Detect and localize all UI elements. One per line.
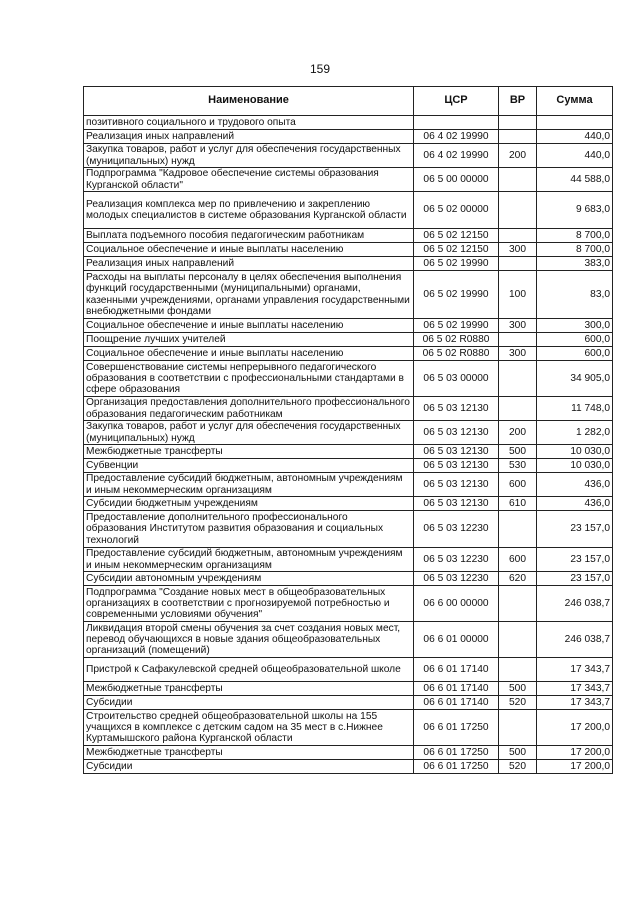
row-name: Совершенствование системы непрерывного педагогического образования в соответствии с профессиональными стандартами в сфере образования: [84, 361, 414, 397]
table-row: [84, 497, 613, 511]
row-csr: 06 5 02 R0880: [414, 333, 499, 347]
row-name: Субвенции: [84, 459, 414, 473]
row-name: Субсидии бюджетным учреждениям: [84, 497, 414, 511]
row-vr: 600: [499, 473, 537, 497]
row-vr: [499, 658, 537, 682]
row-name: Социальное обеспечение и иные выплаты населению: [84, 319, 414, 333]
row-vr: 520: [499, 760, 537, 774]
row-vr: [499, 130, 537, 144]
row-vr: [499, 511, 537, 548]
row-sum: 436,0: [537, 473, 613, 497]
row-vr: 620: [499, 572, 537, 586]
table-row: [84, 229, 613, 243]
table-row: [84, 760, 613, 774]
row-vr: 500: [499, 445, 537, 459]
row-csr: 06 5 03 12130: [414, 445, 499, 459]
row-sum: 44 588,0: [537, 168, 613, 192]
row-csr: 06 5 03 12130: [414, 473, 499, 497]
row-name: Предоставление субсидий бюджетным, автономным учреждениям и иным некоммерческим организациям: [84, 473, 414, 497]
row-vr: [499, 586, 537, 622]
row-name: позитивного социального и трудового опыта: [84, 116, 414, 130]
row-vr: [499, 192, 537, 229]
page-number: 159: [309, 62, 331, 76]
row-sum: 17 200,0: [537, 710, 613, 746]
table-row: [84, 658, 613, 682]
row-name: Субсидии: [84, 760, 414, 774]
row-vr: 500: [499, 746, 537, 760]
table-row: [84, 130, 613, 144]
row-vr: 100: [499, 271, 537, 319]
row-csr: 06 5 03 12230: [414, 548, 499, 572]
row-sum: 11 748,0: [537, 397, 613, 421]
row-csr: 06 5 03 12230: [414, 511, 499, 548]
row-sum: 10 030,0: [537, 445, 613, 459]
table-row: [84, 445, 613, 459]
table-row: [84, 473, 613, 497]
row-csr: 06 5 03 00000: [414, 361, 499, 397]
row-csr: [414, 116, 499, 130]
row-vr: [499, 361, 537, 397]
row-sum: 300,0: [537, 319, 613, 333]
row-vr: [499, 116, 537, 130]
row-name: Строительство средней общеобразовательной школы на 155 учащихся в комплексе с детским садом на 35 мест в с.Нижнее Куртамышского района Курганской области: [84, 710, 414, 746]
table-row: [84, 421, 613, 445]
row-csr: 06 5 02 R0880: [414, 347, 499, 361]
row-csr: 06 6 01 00000: [414, 622, 499, 658]
row-vr: [499, 397, 537, 421]
row-sum: 600,0: [537, 333, 613, 347]
table-row: [84, 397, 613, 421]
row-sum: 23 157,0: [537, 572, 613, 586]
header-vr: ВР: [499, 87, 537, 116]
row-sum: 8 700,0: [537, 229, 613, 243]
row-vr: [499, 710, 537, 746]
row-name: Межбюджетные трансферты: [84, 445, 414, 459]
row-vr: [499, 622, 537, 658]
row-name: Пристрой к Сафакулевской средней общеобразовательной школе: [84, 658, 414, 682]
header-name: Наименование: [84, 87, 414, 116]
row-sum: 17 343,7: [537, 658, 613, 682]
row-sum: 440,0: [537, 144, 613, 168]
row-csr: 06 6 01 17140: [414, 658, 499, 682]
row-vr: 520: [499, 696, 537, 710]
row-name: Предоставление дополнительного профессионального образования Институтом развития образования и социальных технологий: [84, 511, 414, 548]
row-vr: [499, 168, 537, 192]
row-csr: 06 5 03 12130: [414, 459, 499, 473]
row-vr: 500: [499, 682, 537, 696]
row-csr: 06 5 02 19990: [414, 271, 499, 319]
table-row: [84, 243, 613, 257]
row-sum: 83,0: [537, 271, 613, 319]
row-sum: 440,0: [537, 130, 613, 144]
row-name: Подпрограмма "Кадровое обеспечение системы образования Курганской области": [84, 168, 414, 192]
row-sum: 383,0: [537, 257, 613, 271]
row-sum: 34 905,0: [537, 361, 613, 397]
table-row: [84, 511, 613, 548]
row-vr: 300: [499, 347, 537, 361]
row-csr: 06 5 02 00000: [414, 192, 499, 229]
row-csr: 06 6 01 17250: [414, 760, 499, 774]
row-sum: 17 343,7: [537, 696, 613, 710]
budget-table: [83, 86, 613, 774]
row-name: Межбюджетные трансферты: [84, 746, 414, 760]
row-csr: 06 6 01 17140: [414, 682, 499, 696]
row-name: Выплата подъемного пособия педагогическим работникам: [84, 229, 414, 243]
row-sum: 246 038,7: [537, 586, 613, 622]
row-name: Организация предоставления дополнительного профессионального образования педагогическим работникам: [84, 397, 414, 421]
table-row: [84, 144, 613, 168]
row-csr: 06 5 03 12230: [414, 572, 499, 586]
table-row: [84, 746, 613, 760]
row-csr: 06 6 01 17140: [414, 696, 499, 710]
row-csr: 06 5 02 19990: [414, 319, 499, 333]
row-csr: 06 6 00 00000: [414, 586, 499, 622]
row-vr: 300: [499, 319, 537, 333]
table-row: [84, 319, 613, 333]
table-row: [84, 682, 613, 696]
table-row: [84, 116, 613, 130]
row-name: Субсидии автономным учреждениям: [84, 572, 414, 586]
row-sum: 23 157,0: [537, 548, 613, 572]
row-name: Расходы на выплаты персоналу в целях обеспечения выполнения функций государственными (муниципальными) органами, казенными учреждениями, органами управления государственными внебюджетными фондами: [84, 271, 414, 319]
table-row: [84, 622, 613, 658]
row-name: Предоставление субсидий бюджетным, автономным учреждениям и иным некоммерческим организациям: [84, 548, 414, 572]
row-csr: 06 5 02 19990: [414, 257, 499, 271]
row-name: Социальное обеспечение и иные выплаты населению: [84, 347, 414, 361]
row-sum: 1 282,0: [537, 421, 613, 445]
row-sum: 23 157,0: [537, 511, 613, 548]
table-row: [84, 710, 613, 746]
row-csr: 06 6 01 17250: [414, 710, 499, 746]
row-sum: 9 683,0: [537, 192, 613, 229]
table-row: [84, 572, 613, 586]
table-row: [84, 168, 613, 192]
row-vr: [499, 257, 537, 271]
row-sum: [537, 116, 613, 130]
row-csr: 06 6 01 17250: [414, 746, 499, 760]
row-sum: 600,0: [537, 347, 613, 361]
table-row: [84, 333, 613, 347]
row-name: Закупка товаров, работ и услуг для обеспечения государственных (муниципальных) нужд: [84, 144, 414, 168]
table-header-row: [84, 87, 613, 116]
table-row: [84, 459, 613, 473]
row-name: Ликвидация второй смены обучения за счет создания новых мест, перевод обучающихся в новые здания общеобразовательных организаций (помещений): [84, 622, 414, 658]
row-sum: 17 200,0: [537, 746, 613, 760]
row-sum: 17 343,7: [537, 682, 613, 696]
table-row: [84, 257, 613, 271]
row-csr: 06 5 03 12130: [414, 421, 499, 445]
row-name: Социальное обеспечение и иные выплаты населению: [84, 243, 414, 257]
row-name: Субсидии: [84, 696, 414, 710]
row-vr: 600: [499, 548, 537, 572]
row-sum: 436,0: [537, 497, 613, 511]
row-csr: 06 5 03 12130: [414, 497, 499, 511]
row-csr: 06 5 02 12150: [414, 243, 499, 257]
table-row: [84, 361, 613, 397]
row-csr: 06 5 00 00000: [414, 168, 499, 192]
table-row: [84, 271, 613, 319]
row-csr: 06 5 03 12130: [414, 397, 499, 421]
header-sum: Сумма: [537, 87, 613, 116]
row-name: Реализация иных направлений: [84, 130, 414, 144]
row-name: Межбюджетные трансферты: [84, 682, 414, 696]
row-vr: 200: [499, 421, 537, 445]
row-csr: 06 5 02 12150: [414, 229, 499, 243]
header-csr: ЦСР: [414, 87, 499, 116]
row-name: Поощрение лучших учителей: [84, 333, 414, 347]
row-csr: 06 4 02 19990: [414, 130, 499, 144]
row-name: Реализация комплекса мер по привлечению и закреплению молодых специалистов в системе образования Курганской области: [84, 192, 414, 229]
row-vr: [499, 333, 537, 347]
table-row: [84, 696, 613, 710]
row-vr: [499, 229, 537, 243]
row-name: Закупка товаров, работ и услуг для обеспечения государственных (муниципальных) нужд: [84, 421, 414, 445]
row-sum: 10 030,0: [537, 459, 613, 473]
table-row: [84, 347, 613, 361]
row-csr: 06 4 02 19990: [414, 144, 499, 168]
row-vr: 530: [499, 459, 537, 473]
row-vr: 200: [499, 144, 537, 168]
row-sum: 246 038,7: [537, 622, 613, 658]
row-vr: 610: [499, 497, 537, 511]
row-sum: 17 200,0: [537, 760, 613, 774]
row-sum: 8 700,0: [537, 243, 613, 257]
table-row: [84, 192, 613, 229]
row-vr: 300: [499, 243, 537, 257]
table-row: [84, 548, 613, 572]
table-row: [84, 586, 613, 622]
row-name: Подпрограмма "Создание новых мест в общеобразовательных организациях в соответствии с прогнозируемой потребностью и современными условиями обучения": [84, 586, 414, 622]
row-name: Реализация иных направлений: [84, 257, 414, 271]
